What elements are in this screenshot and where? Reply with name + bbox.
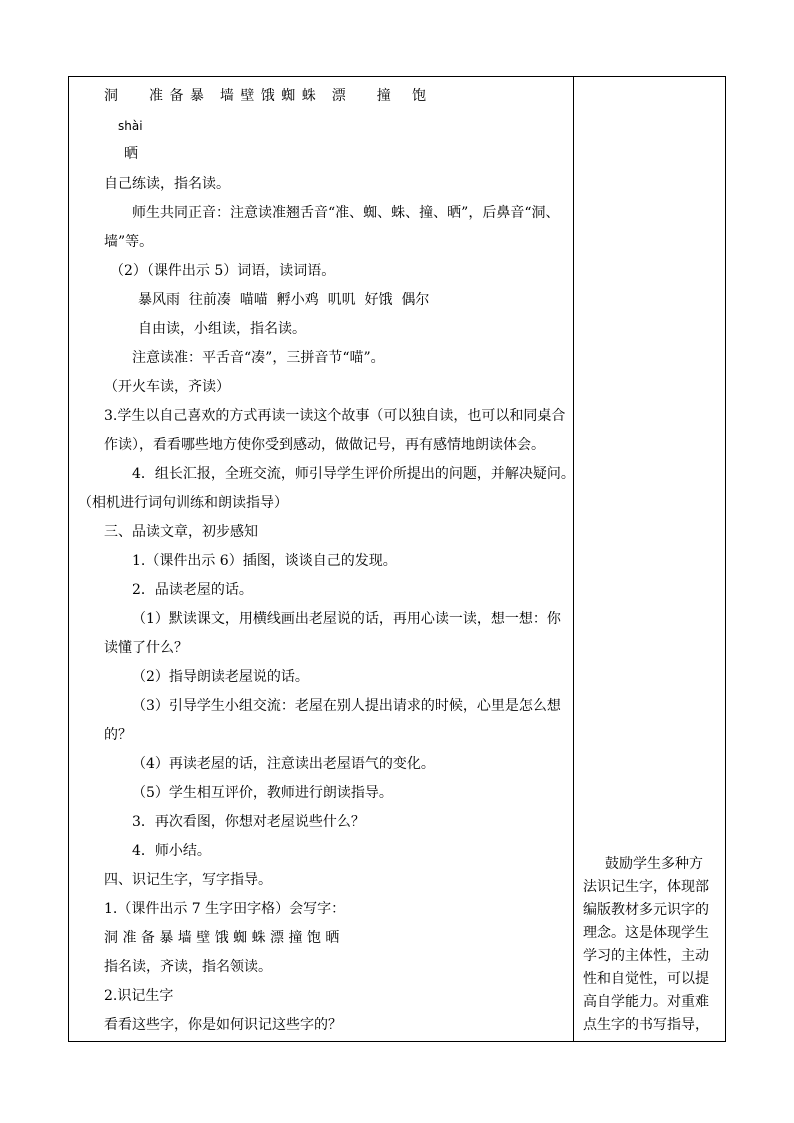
text-line: 看看这些字，你是如何识记这些字的？	[104, 1017, 342, 1033]
side-note-line: 法识记生字，体现部	[583, 879, 709, 895]
text-line: 注意读准：平舌音“凑”，三拼音节“喵”。	[132, 350, 385, 366]
text-line: 自由读，小组读，指名读。	[138, 321, 306, 337]
side-note-line: 高自学能力。对重难	[583, 994, 709, 1010]
vocabulary-line: 暴风雨 往前凑 喵喵 孵小鸡 叽叽 好饿 偶尔	[138, 292, 430, 308]
text-line: 读懂了什么？	[104, 640, 188, 656]
side-note-line: 鼓励学生多种方	[605, 856, 703, 872]
text-line: （2）（课件出示 5）词语，读词语。	[110, 263, 336, 279]
section-heading: 四、识记生字，写字指导。	[104, 872, 272, 888]
text-line: （5）学生相互评价，教师进行朗读指导。	[132, 785, 393, 801]
side-note-line: 编版教材多元识字的	[583, 902, 709, 918]
text-line: 3.学生以自己喜欢的方式再读一读这个故事（可以独自读，也可以和同桌合	[104, 408, 566, 424]
side-note-line: 点生字的书写指导，	[583, 1017, 709, 1033]
side-note-line: 理念。这是体现学生	[583, 925, 709, 941]
text-line: 指名读，齐读，指名领读。	[104, 959, 272, 975]
text-line: （1）默读课文，用横线画出老屋说的话，再用心读一读，想一想：你	[132, 611, 561, 627]
text-line: 2．品读老屋的话。	[132, 582, 253, 598]
text-line: 4．组长汇报，全班交流，师引导学生评价所提出的问题，并解决疑问。	[132, 466, 575, 482]
section-heading: 三、品读文章，初步感知	[104, 524, 258, 540]
text-line: 作读），看看哪些地方使你受到感动，做做记号，再有感情地朗读体会。	[104, 437, 545, 453]
characters-line: 洞 准 备 暴 墙 壁 饿 蜘 蛛 漂 撞 饱 晒	[104, 930, 340, 946]
text-line: 自己练读，指名读。	[104, 176, 230, 192]
text-line: 的？	[104, 727, 132, 743]
side-note-line: 学习的主体性，主动	[583, 948, 709, 964]
text-line: 墙”等。	[104, 234, 154, 250]
text-line: 1.（课件出示 6）插图，谈谈自己的发现。	[132, 553, 397, 569]
text-line: 3．再次看图，你想对老屋说些什么？	[132, 814, 365, 830]
text-line: 2.识记生字	[104, 988, 174, 1004]
pinyin-annotation: shài	[118, 119, 143, 133]
text-line: 4．师小结。	[132, 843, 211, 859]
text-line: 1.（课件出示 7 生字田字格）会写字：	[104, 901, 346, 917]
text-line: （2）指导朗读老屋说的话。	[132, 669, 309, 685]
pinyin-character: 晒	[124, 146, 138, 162]
text-line: （4）再读老屋的话，注意读出老屋语气的变化。	[132, 756, 435, 772]
text-line: （开火车读，齐读）	[104, 379, 230, 395]
column-divider	[573, 76, 574, 1042]
new-characters-line: 洞 准 备 暴 墙 壁 饿 蜘 蛛 漂 撞 饱	[104, 88, 428, 104]
side-note-line: 性和自觉性，可以提	[583, 971, 709, 987]
text-line: 师生共同正音：注意读准翘舌音“准、蜘、蛛、撞、晒”，后鼻音“洞、	[132, 205, 560, 221]
text-line: （3）引导学生小组交流：老屋在别人提出请求的时候，心里是怎么想	[132, 698, 561, 714]
text-line: （相机进行词句训练和朗读指导）	[78, 495, 288, 511]
